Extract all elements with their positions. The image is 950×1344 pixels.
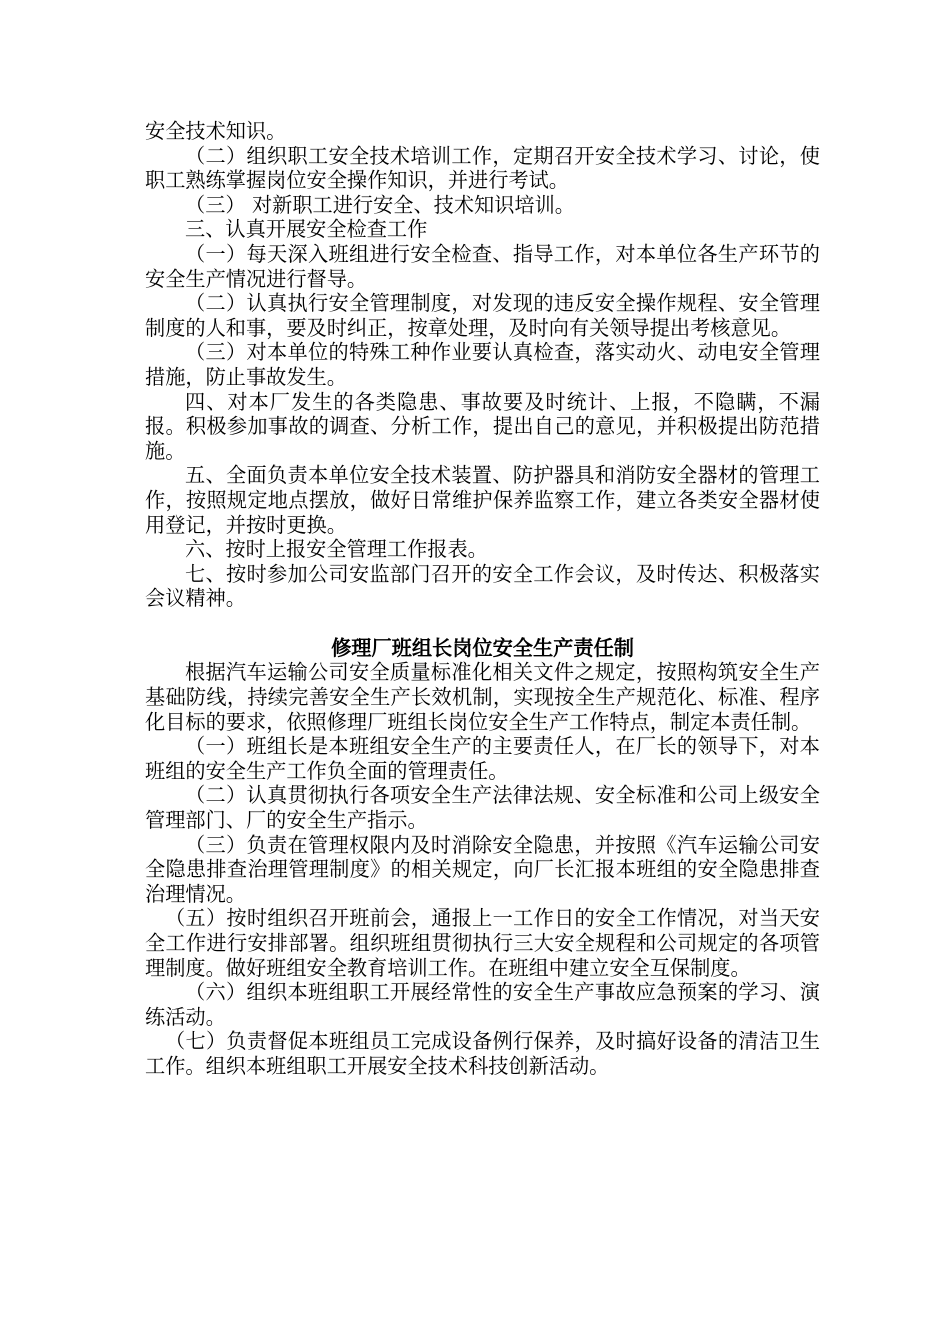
- section-title: 修理厂班组长岗位安全生产责任制: [331, 635, 634, 660]
- paragraph: （五）按时组织召开班前会，通报上一工作日的安全工作情况，对当天安全工作进行安排部署。组织班组贯彻执行三大安全规程和公司规定的各项管理制度。做好班组安全教育培训工作。在班组中建立安全互保制度。: [145, 906, 820, 980]
- paragraph: 四、对本厂发生的各类隐患、事故要及时统计、上报，不隐瞒，不漏报。积极参加事故的调查、分析工作，提出自己的意见，并积极提出防范措施。: [145, 389, 820, 463]
- paragraph: （七）负责督促本班组员工完成设备例行保养，及时搞好设备的清洁卫生工作。组织本班组职工开展安全技术科技创新活动。: [145, 1029, 820, 1078]
- paragraph: 七、按时参加公司安监部门召开的安全工作会议，及时传达、积极落实会议精神。: [145, 561, 820, 611]
- paragraph: （六）组织本班组职工开展经常性的安全生产事故应急预案的学习、演练活动。: [145, 980, 820, 1029]
- paragraph: （二）认真执行安全管理制度，对发现的违反安全操作规程、安全管理制度的人和事，要及时纠正，按章处理，及时向有关领导提出考核意见。: [145, 291, 820, 340]
- paragraph: 六、按时上报安全管理工作报表。: [185, 537, 488, 562]
- paragraph: （一）班组长是本班组安全生产的主要责任人，在厂长的领导下，对本班组的安全生产工作负全面的管理责任。: [145, 734, 820, 783]
- paragraph: 三、认真开展安全检查工作: [185, 217, 428, 242]
- paragraph: 安全技术知识。: [145, 119, 287, 143]
- document-page: [145, 119, 820, 1079]
- paragraph: （三）负责在管理权限内及时消除安全隐患，并按照《汽车运输公司安全隐患排查治理管理制度》的相关规定，向厂长汇报本班组的安全隐患排查治理情况。: [145, 832, 820, 906]
- paragraph: （一）每天深入班组进行安全检查、指导工作，对本单位各生产环节的安全生产情况进行督导。: [145, 241, 820, 291]
- paragraph: （三） 对新职工进行安全、技术知识培训。: [185, 192, 575, 217]
- paragraph: （二）组织职工安全技术培训工作，定期召开安全技术学习、讨论，使职工熟练掌握岗位安全操作知识，并进行考试。: [145, 143, 820, 193]
- paragraph: （二）认真贯彻执行各项安全生产法律法规、安全标准和公司上级安全管理部门、厂的安全生产指示。: [145, 783, 820, 833]
- paragraph: 五、全面负责本单位安全技术装置、防护器具和消防安全器材的管理工作，按照规定地点摆放，做好日常维护保养监察工作，建立各类安全器材使用登记，并按时更换。: [145, 463, 820, 537]
- paragraph: （三）对本单位的特殊工种作业要认真检查，落实动火、动电安全管理措施，防止事故发生。: [145, 340, 820, 389]
- paragraph: 根据汽车运输公司安全质量标准化相关文件之规定，按照构筑安全生产基础防线，持续完善安全生产长效机制，实现按全生产规范化、标准、程序化目标的要求，依照修理厂班组长岗位安全生产工作特点，制定本责任制。: [145, 660, 820, 734]
